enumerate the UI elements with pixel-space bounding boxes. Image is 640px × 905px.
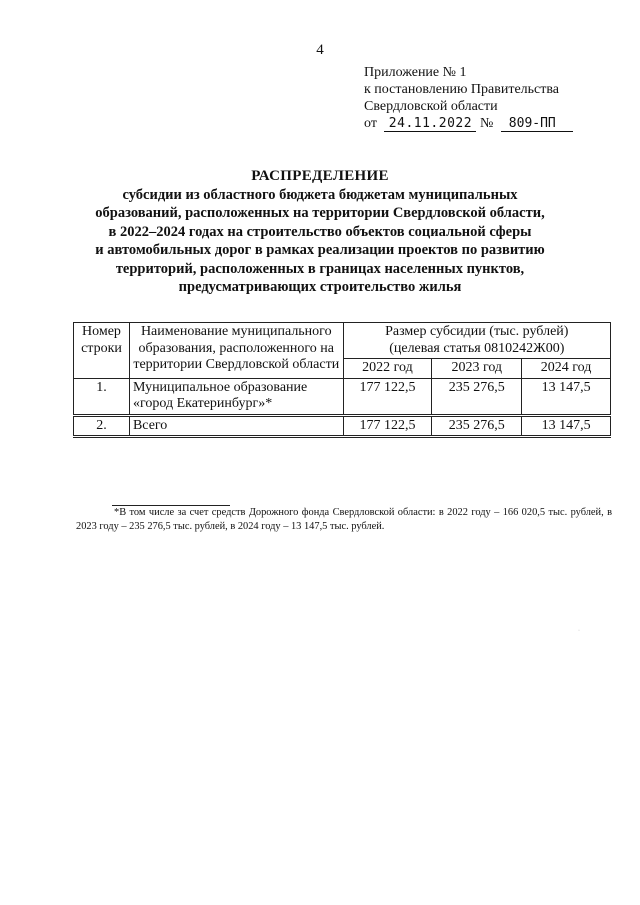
title-line: субсидии из областного бюджета бюджетам муниципальных	[122, 186, 518, 203]
title-line: предусматривающих строительство жилья	[178, 279, 462, 295]
col-subsidy-header	[343, 323, 610, 359]
row-value-2023: 235 276,5	[432, 378, 522, 415]
row-value-2022: 177 122,5	[343, 415, 432, 437]
year-2023-header: 2023 год	[432, 359, 522, 379]
appendix-line-3: Свердловской области	[364, 99, 498, 114]
subsidy-table	[73, 322, 611, 438]
decree-number: 809-ПП	[501, 116, 573, 132]
table-row	[74, 378, 611, 415]
row-name: Муниципальное образование «город Екатеринбург»*	[129, 378, 343, 415]
row-value-2024: 13 147,5	[522, 378, 611, 415]
year-2024-header: 2024 год	[522, 359, 611, 379]
appendix-signature-line	[364, 115, 573, 132]
decree-date: 24.11.2022	[384, 116, 476, 132]
title-line: в 2022–2024 годах на строительство объектов социальной сферы	[108, 223, 532, 240]
page-number: 4	[316, 42, 324, 58]
title-heading: РАСПРЕДЕЛЕНИЕ	[251, 168, 389, 184]
title-line: образований, расположенных на территории Свердловской области,	[95, 205, 545, 221]
row-value-2022: 177 122,5	[343, 378, 432, 415]
year-2022-header: 2022 год	[343, 359, 432, 379]
col-number-header: Номер строки	[74, 323, 130, 379]
appendix-line-1: Приложение № 1	[364, 65, 467, 80]
row-number: 1.	[74, 378, 130, 415]
document-title	[40, 167, 600, 297]
row-name: Всего	[129, 415, 343, 437]
title-line: и автомобильных дорог в рамках реализации проектов по развитию	[95, 242, 545, 258]
scan-speck: ·	[578, 628, 580, 634]
subsidy-header-line-2: (целевая статья 0810242Ж00)	[389, 340, 565, 356]
title-line: территорий, расположенных в границах населенных пунктов,	[115, 260, 525, 277]
row-number: 2.	[74, 415, 130, 437]
col-name-header: Наименование муниципального образования, расположенного на территории Свердловской области	[129, 323, 343, 379]
row-value-2023: 235 276,5	[432, 415, 522, 437]
footnote: *В том числе за счет средств Дорожного фонда Свердловской области: в 2022 году – 166 020,5 тыс. рублей, в 2023 году – 235 276,5 тыс. рублей, в 2024 году – 13 147,5 тыс. рублей.	[76, 507, 612, 532]
table-header-row	[74, 323, 611, 359]
number-label: №	[479, 116, 494, 131]
appendix-block	[364, 64, 573, 132]
row-value-2024: 13 147,5	[522, 415, 611, 437]
appendix-line-2: к постановлению Правительства	[364, 82, 560, 97]
from-label: от	[364, 116, 377, 131]
table-row-total	[74, 415, 611, 437]
subsidy-header-line-1: Размер субсидии (тыс. рублей)	[385, 324, 569, 339]
